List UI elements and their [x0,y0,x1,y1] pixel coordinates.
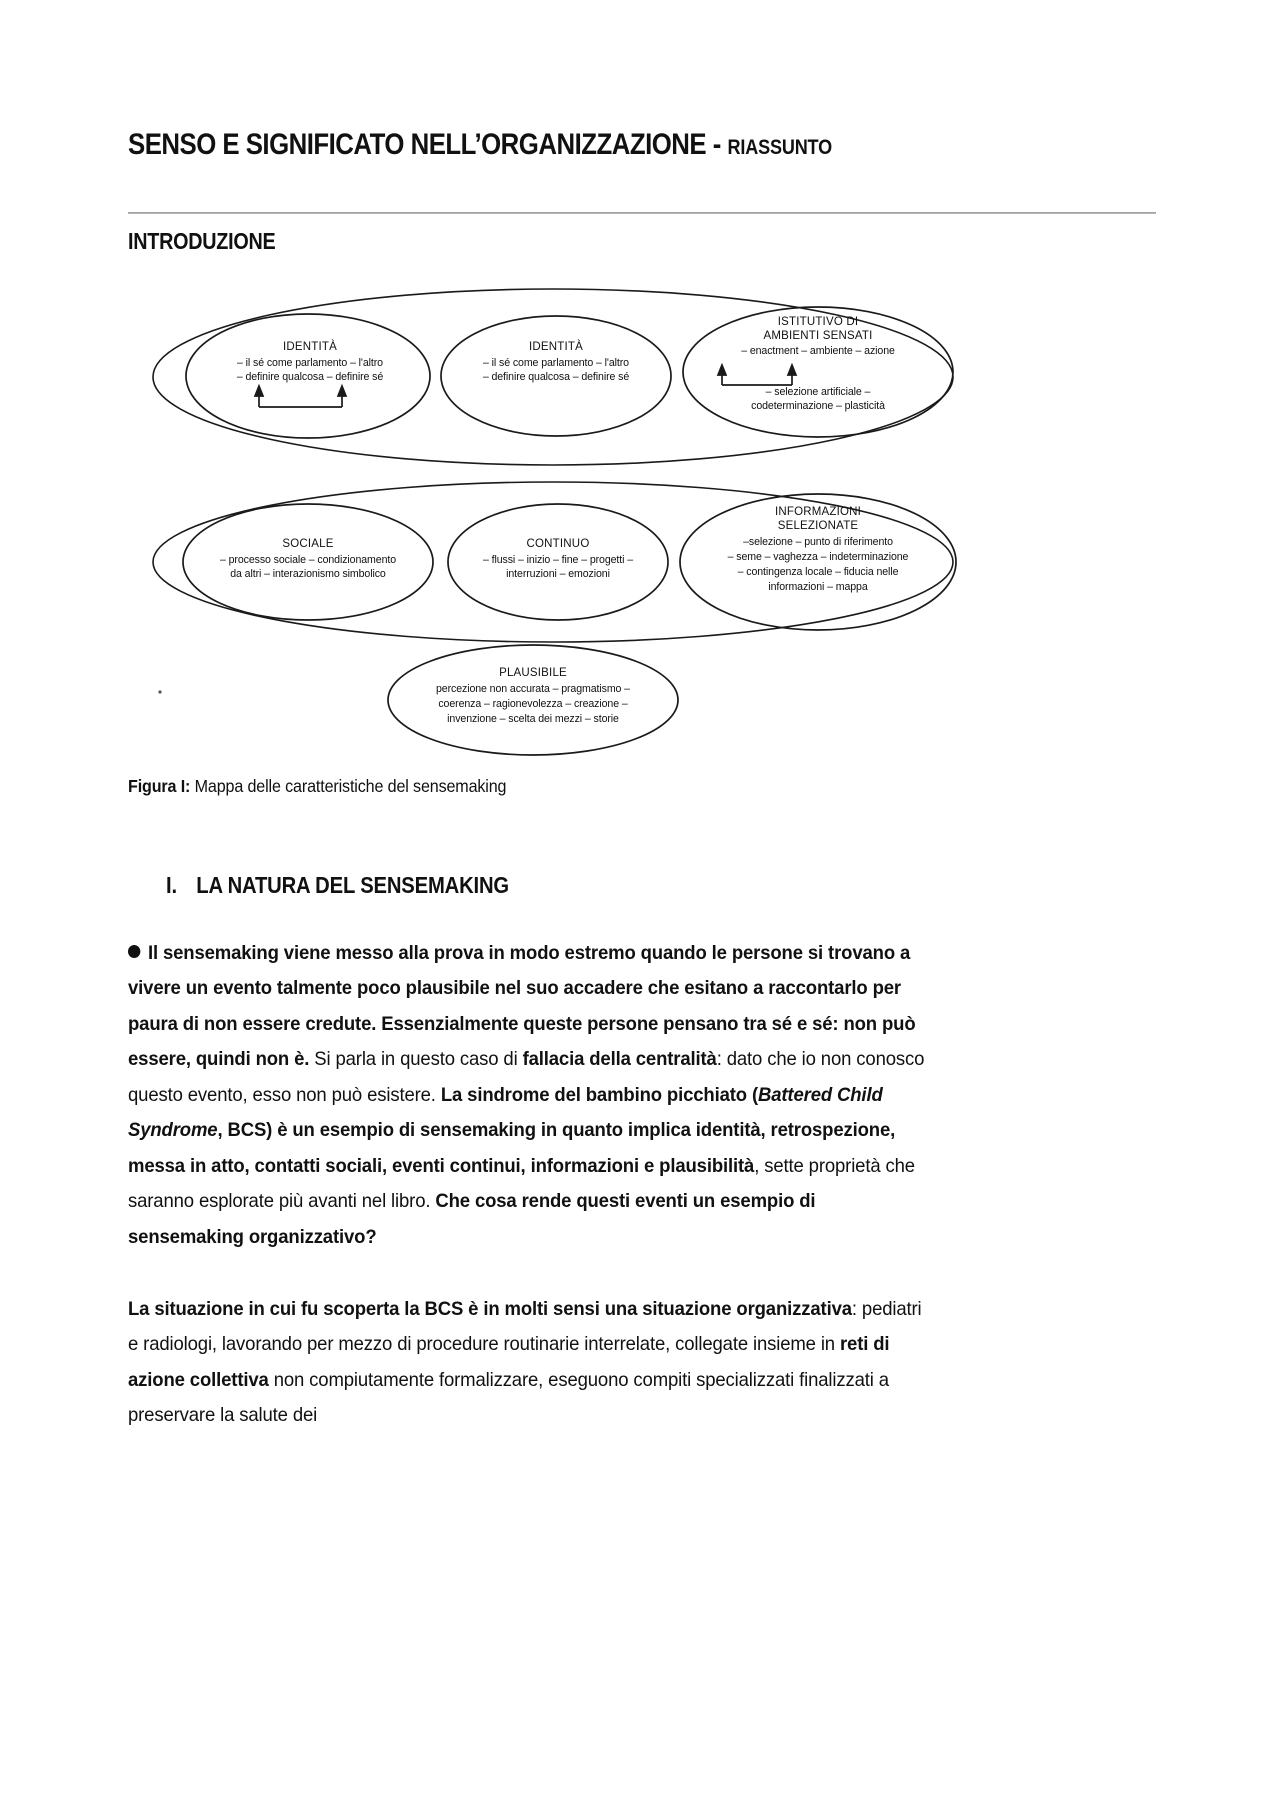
ellipse-line: – enactment – ambiente – azione [741,345,895,357]
text-segment: , sette proprietà che saranno esplorate più avanti nel libro. [128,1154,915,1212]
ellipse-title: SOCIALE [282,538,334,550]
chapter-title: LA NATURA DEL SENSEMAKING [196,872,509,898]
figure-sensemaking-map [128,272,978,762]
paragraph-2 [128,1292,932,1434]
ellipse-line: – processo sociale – condizionamento [219,554,397,566]
ellipse-title: IDENTITÀ [529,341,583,353]
text-segment: Battered Child Syndrome [128,1083,883,1141]
ellipse-title-line: INFORMAZIONI [774,506,862,518]
section-heading-introduzione: INTRODUZIONE [128,228,276,254]
ellipse-title-line: SELEZIONATE [777,520,859,532]
page-title-suffix: RIASSUNTO [727,136,832,159]
page-title [128,128,868,162]
ellipse-title: CONTINUO [526,538,590,550]
ellipse-line: informazioni – mappa [768,581,868,593]
text-segment: fallacia della centralità [522,1048,717,1070]
text-segment: : pediatri e radiologi, lavorando per mezzo di procedure routinarie interrelate, collegate insieme in [128,1297,922,1355]
label-continuo [483,538,633,580]
page-title-main: SENSO E SIGNIFICATO NELL’ORGANIZZAZIONE [128,128,707,161]
text-segment: non compiutamente formalizzare, eseguono compiti specializzati finalizzati a preservare la salute dei [128,1368,889,1426]
ellipse-title-line: AMBIENTI SENSATI [763,330,873,342]
label-informazioni [728,506,909,593]
text-segment: La sindrome del bambino picchiato ( [440,1083,759,1106]
text-segment: La situazione in cui fu scoperta la BCS è in molti sensi una situazione organizzativa [128,1297,852,1320]
label-identita-2 [483,340,629,383]
ellipse-line: coerenza – ragionevolezza – creazione – [438,698,628,710]
label-istitutivo [741,316,895,412]
ellipse-line: codeterminazione – plasticità [751,400,885,412]
label-plausibile [436,667,630,725]
horizontal-divider [128,212,1156,214]
scan-artifact [158,690,161,693]
ellipse-title: PLAUSIBILE [499,667,567,679]
text-segment: , BCS) è un esempio di sensemaking in quanto implica identità, retrospezione, messa in atto, contatti sociali, eventi continui, informazioni e plausibilità [128,1119,896,1177]
ellipse-line: –selezione – punto di riferimento [743,536,893,548]
figure-caption-text: Mappa delle caratteristiche del sensemaking [190,776,507,796]
ellipse-line: – il sé come parlamento – l'altro [237,357,383,369]
ellipse-line: interruzioni – emozioni [506,568,610,580]
ellipse-line: – il sé come parlamento – l'altro [483,357,629,369]
ellipse-line: invenzione – scelta dei mezzi – storie [447,713,619,725]
label-sociale [220,538,396,580]
figure-caption [128,776,506,797]
chapter-heading [166,872,509,899]
bullet-dot-icon [128,945,140,958]
text-segment: reti di azione collettiva [128,1333,890,1391]
ellipse-line: – seme – vaghezza – indeterminazione [727,551,909,563]
ellipse-line: percezione non accurata – pragmatismo – [436,683,630,695]
paragraph-1 [128,936,932,1256]
arrow-group-istitutivo [718,365,796,385]
ellipse-title-line: ISTITUTIVO DI [777,316,859,328]
figure-caption-label: Figura I: [128,776,191,796]
text-segment: : dato che io non conosco questo evento, esso non può esistere. [128,1048,925,1106]
ellipse-line: da altri – interazionismo simbolico [230,568,386,580]
text-segment: Che cosa rende questi eventi un esempio di sensemaking organizzativo? [128,1190,816,1248]
chapter-number: I. [166,872,177,898]
ellipse-line: – selezione artificiale – [765,386,871,398]
arrow-group-identita-1 [255,386,346,407]
ellipse-line: – contingenza locale – fiducia nelle [737,566,899,578]
ellipse-line: – flussi – inizio – fine – progetti – [483,554,633,566]
ellipse-line: – definire qualcosa – definire sé [236,371,384,383]
page-title-separator: - [706,128,728,161]
ellipse-title: IDENTITÀ [283,341,337,353]
label-identita-1 [237,340,383,383]
ellipse-line: – definire qualcosa – definire sé [482,371,630,383]
text-segment: Si parla in questo caso di [309,1048,523,1070]
text-segment: Il sensemaking viene messo alla prova in modo estremo quando le persone si trovano a vivere un evento talmente poco plausibile nel suo accadere che esitano a raccontarlo per paura di non essere credute. Essenzialmente queste persone pensano tra sé e sé: non può essere, quindi non è. [128,941,916,1070]
